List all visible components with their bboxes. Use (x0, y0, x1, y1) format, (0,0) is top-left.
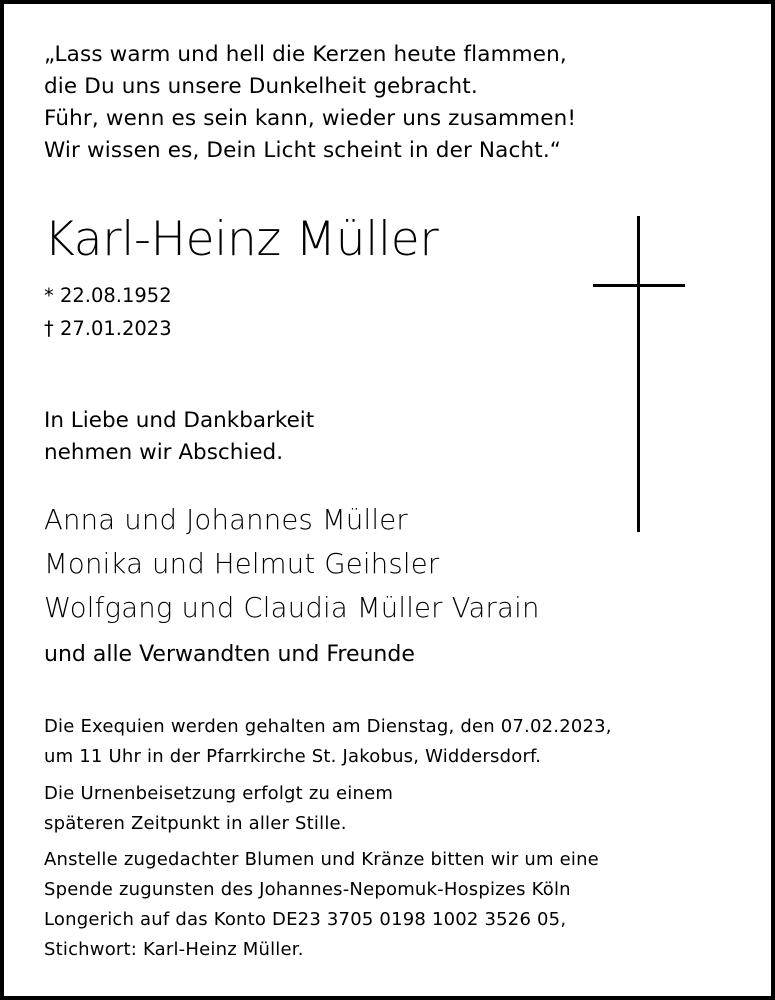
cross-icon-bar (593, 284, 685, 287)
info-line-2: um 11 Uhr in der Pfarrkirche St. Jakobus, Widdersdorf. (44, 746, 542, 767)
info-line-3: Die Urnenbeisetzung erfolgt zu einem (44, 783, 394, 804)
info-line-1: Die Exequien werden gehalten am Dienstag, den 07.02.2023, (44, 716, 612, 737)
farewell-line-2: nehmen wir Abschied. (44, 440, 284, 465)
birth-date: * 22.08.1952 (44, 284, 172, 307)
quote-line-1: „Lass warm und hell die Kerzen heute flammen, (44, 42, 567, 67)
quote-line-2: die Du uns unsere Dunkelheit gebracht. (44, 74, 478, 99)
deceased-name: Karl-Heinz Müller (44, 212, 439, 267)
death-date: † 27.01.2023 (44, 317, 172, 340)
info-line-8: Stichwort: Karl-Heinz Müller. (44, 939, 304, 960)
cross-icon (637, 216, 640, 532)
farewell-line-1: In Liebe und Dankbarkeit (44, 408, 315, 433)
quote-line-4: Wir wissen es, Dein Licht scheint in der Nacht.“ (44, 138, 562, 163)
info-line-4: späteren Zeitpunkt in aller Stille. (44, 813, 347, 834)
mourner-1: Anna und Johannes Müller (44, 504, 408, 536)
info-line-5: Anstelle zugedachter Blumen und Kränze bitten wir um eine (44, 849, 599, 870)
other-mourners: und alle Verwandten und Freunde (44, 642, 415, 667)
info-line-6: Spende zugunsten des Johannes-Nepomuk-Hospizes Köln (44, 879, 571, 900)
mourner-2: Monika und Helmut Geihsler (44, 548, 440, 580)
info-line-7: Longerich auf das Konto DE23 3705 0198 1002 3526 05, (44, 909, 567, 930)
obituary-card (4, 4, 771, 996)
mourner-3: Wolfgang und Claudia Müller Varain (44, 592, 540, 624)
quote-line-3: Führ, wenn es sein kann, wieder uns zusammen! (44, 106, 577, 131)
